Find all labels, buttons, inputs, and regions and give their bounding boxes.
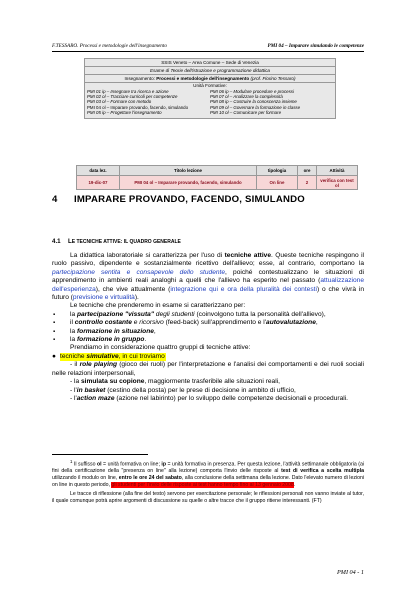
footnote: $^1$ Il suffisso ol = unità formativa on line; ip = unità formativa in presenza. Per questa lezione, l'attività settimanale obbligatoria (ai fini della certificazione della "presenza on line" alla lezione) comporta l'invio delle risposte al test di verifica a scelta multipla utilizzando il modulo on line, entro le ore 24 del sabato, alla conclusione della settimana della lezione. Dato l'elevato numero di lezioni on line in questo periodo, gli studenti per l'invio delle risposte ai test hanno tempo fino al 13 gennaio 2008. — [52, 459, 365, 488]
paragraph: - l'action maze (azione nel labirinto) per lo sviluppo delle competenze decisionali e procedurali. — [70, 394, 348, 402]
module-item: PMI 10 ol – Comunicare per formare — [210, 110, 282, 116]
paragraph: La didattica laboratoriale si caratterizza per l'uso di tecniche attive. Queste tecniche respingono il ruolo passivo, dipendente e sostanzialmente ricettivo dell'allievo; esse, al contrario, comportano la partecipazione sentita e consapevole dello studente, poiché contestualizzano le situazioni di apprendimento in ambienti reali analoghi a quelli che l'allievo ha esperito nel passato (attualizzazione dell'esperienza), che vive attualmente (integrazione qui e ora della pluralità dei contesti) o che vivrà in futuro (previsione e virtualità). — [52, 252, 364, 302]
col-header: data lez. — [77, 166, 120, 176]
technique-group: ● tecniche simulative, in cui troviamo — [52, 352, 165, 360]
module-item: PMI 07 ol – Analizzare la complessità — [210, 93, 283, 99]
table-row — [77, 176, 358, 190]
col-header: tipologia — [257, 166, 298, 176]
module-item: PMI 01 ip – Insegnare tra ricerca e azione — [87, 88, 169, 94]
bullet-icon: ● — [52, 352, 56, 360]
footnote: Le tracce di riflessione (alla fine del testo) servono per esercitazione personale; le riflessioni personali non vanno inviate al tutor, il quale comunque potrà aprire argomenti di discussione su quelle o altre tracce che il gruppo ritiene interessanti. (FT) — [52, 491, 364, 504]
paragraph: - la simulata su copione, maggiormente trasferibile alle situazioni reali, — [70, 378, 280, 386]
table-header-row — [77, 166, 358, 176]
table-cell: On line — [257, 176, 298, 190]
module-item: PMI 02 ol – Tracciare curricoli per competenze — [87, 93, 178, 99]
ssis-line2: Esame di Teorie dell'istruzione e programmazione didattica — [85, 66, 335, 74]
paragraph: Le tecniche che prenderemo in esame si caratterizzano per: — [70, 302, 246, 310]
moduli-left — [87, 89, 210, 116]
header-left: F.TESSARO. Processi e metodologie dell'insegnamento — [52, 43, 167, 49]
module-item: PMI 09 ol – Governare la formazione in classe — [210, 104, 301, 110]
list-item: ▪ il controllo costante e ricorsivo (feed-back) sull'apprendimento e l'autovalutazione, — [52, 319, 364, 327]
lesson-table — [76, 165, 358, 190]
ssis-line3: Insegnamento: Processi e metodologie dell'insegnamento (prof. Fiorino Tessaro) — [85, 74, 335, 82]
list-item: ▪ la formazione in situazione, — [52, 328, 364, 336]
table-cell: 2 — [298, 176, 317, 190]
col-header: ore — [298, 166, 317, 176]
chapter-heading: 4 IMPARARE PROVANDO, FACENDO, SIMULANDO — [52, 194, 305, 205]
paragraph: - il role playing (gioco dei ruoli) per l'interpretazione e l'analisi dei comportamenti e dei ruoli sociali nelle relazioni interpersonali, — [52, 361, 364, 377]
module-item: PMI 06 ip – Modulare procedure e processi — [210, 88, 294, 94]
moduli-list — [85, 89, 335, 118]
header-rule — [52, 51, 364, 52]
list-item: ▪ la formazione in gruppo. — [52, 336, 364, 344]
col-header: Attività — [317, 166, 358, 176]
footnote-rule — [52, 454, 148, 455]
table-cell: 19-dic-07 — [77, 176, 120, 190]
page-number: PMI 04 - 1 — [337, 569, 364, 576]
body-text — [52, 252, 364, 403]
footnotes — [52, 459, 364, 504]
moduli-label: Unità Formative: — [85, 82, 335, 89]
moduli-right — [210, 89, 333, 116]
module-item: PMI 05 ip – Progettare l'insegnamento — [87, 110, 162, 116]
col-header: Titolo lezione — [120, 166, 257, 176]
module-item: PMI 08 ip – Costruire la conoscenza insieme — [210, 99, 297, 105]
table-cell: verifica con test ol — [317, 176, 358, 190]
module-item: PMI 03 ol – Formare con metodo — [87, 99, 152, 105]
features-list — [52, 311, 364, 345]
table-cell: PMI 04 ol – Imparare provando, facendo, simulando — [120, 176, 257, 190]
paragraph: - l'in basket (cestino della posta) per le prese di decisione in ambito di ufficio, — [70, 386, 296, 394]
course-info-box — [84, 58, 336, 119]
list-item: ▪ la partecipazione "vissuta" degli studenti (coinvolgono tutta la personalità dell'allievo), — [52, 311, 364, 319]
ssis-line1: SSIS Veneto – Area Comune – Sede di Venezia — [161, 60, 259, 65]
module-item: PMI 04 ol – Imparare provando, facendo, simulando — [87, 104, 189, 110]
header-right: PMI 04 – Imparare simulando le competenze — [267, 43, 364, 49]
section-heading: 4.1 LE TECNICHE ATTIVE: IL QUADRO GENERALE — [52, 238, 181, 245]
paragraph: Prendiamo in considerazione quattro gruppi di tecniche attive: — [70, 344, 251, 352]
